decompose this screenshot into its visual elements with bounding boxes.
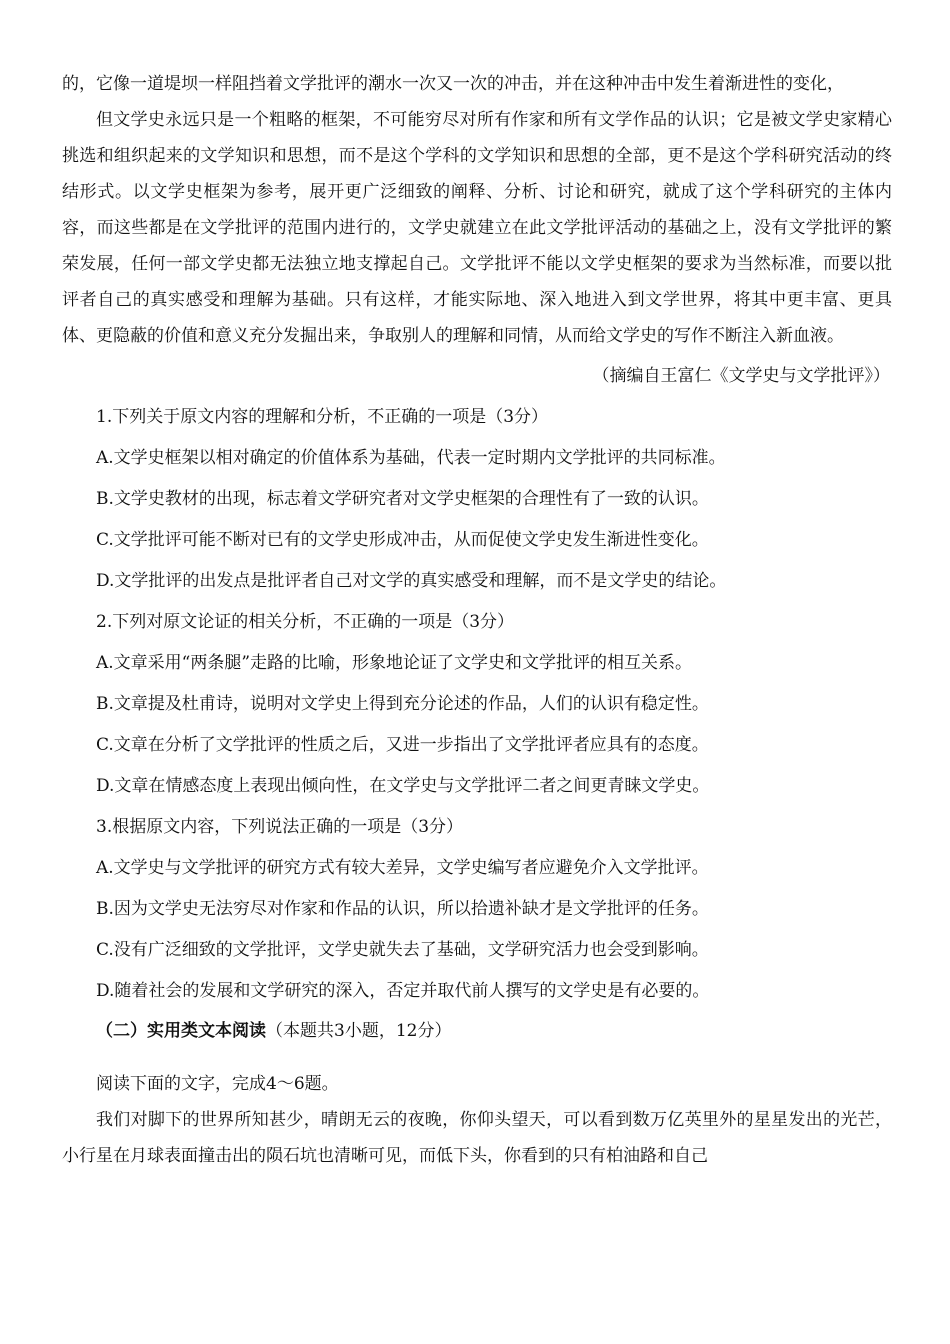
section-heading: （二）实用类文本阅读 [96,1021,266,1041]
option-a: A.文章采用“两条腿”走路的比喻，形象地论证了文学史和文学批评的相互关系。 [96,653,693,673]
document-page [62,66,892,1174]
option-d: D.文学批评的出发点是批评者自己对文学的真实感受和理解，而不是文学史的结论。 [96,571,727,591]
option-a: A.文学史与文学批评的研究方式有较大差异，文学史编写者应避免介入文学批评。 [96,858,709,878]
question-stem: 3.根据原文内容，下列说法正确的一项是（3分） [96,817,464,837]
option-c: C.文学批评可能不断对已有的文学史形成冲击，从而促使文学史发生渐进性变化。 [96,530,709,550]
question-2 [62,604,892,804]
option-c: C.没有广泛细致的文学批评，文学史就失去了基础，文学研究活力也会受到影响。 [96,940,709,960]
passage-source: （摘编自王富仁《文学史与文学批评》） [592,366,890,386]
option-b: B.文章提及杜甫诗，说明对文学史上得到充分论述的作品，人们的认识有稳定性。 [96,694,709,714]
section-instruction: 阅读下面的文字，完成4～6题。 [96,1074,339,1094]
question-3 [62,809,892,1009]
question-1 [62,399,892,599]
option-d: D.随着社会的发展和文学研究的深入，否定并取代前人撰写的文学史是有必要的。 [96,981,710,1001]
section-heading-line [62,1013,892,1049]
section-note: （本题共3小题，12分） [266,1021,452,1041]
option-b: B.因为文学史无法穷尽对作家和作品的认识，所以拾遗补缺才是文学批评的任务。 [96,899,709,919]
option-b: B.文学史教材的出现，标志着文学研究者对文学史框架的合理性有了一致的认识。 [96,489,709,509]
option-d: D.文章在情感态度上表现出倾向性，在文学史与文学批评二者之间更青睐文学史。 [96,776,710,796]
passage-paragraph: 但文学史永远只是一个粗略的框架，不可能穷尽对所有作家和所有文学作品的认识；它是被文学史家精心挑选和组织起来的文学知识和思想，而不是这个学科的文学知识和思想的全部，更不是这个学科研究活动的终结形式。以文学史框架为参考，展开更广泛细致的阐释、分析、讨论和研究，就成了这个学科研究的主体内容，而这些都是在文学批评的范围内进行的，文学史就建立在此文学批评活动的基础之上，没有文学批评的繁荣发展，任何一部文学史都无法独立地支撑起自己。文学批评不能以文学史框架的要求为当然标准，而要以批评者自己的真实感受和理解为基础。只有这样，才能实际地、深入地进入到文学世界，将其中更丰富、更具体、更隐蔽的价值和意义充分发掘出来，争取别人的理解和同情，从而给文学史的写作不断注入新血液。 [62,110,892,346]
option-a: A.文学史框架以相对确定的价值体系为基础，代表一定时期内文学批评的共同标准。 [96,448,726,468]
option-c: C.文章在分析了文学批评的性质之后，又进一步指出了文学批评者应具有的态度。 [96,735,709,755]
question-stem: 2.下列对原文论证的相关分析，不正确的一项是（3分） [96,612,515,632]
passage-continuation: 的，它像一道堤坝一样阻挡着文学批评的潮水一次又一次的冲击，并在这种冲击中发生着渐进性的变化， [62,74,844,94]
question-stem: 1.下列关于原文内容的理解和分析，不正确的一项是（3分） [96,407,549,427]
section-paragraph: 我们对脚下的世界所知甚少，晴朗无云的夜晚，你仰头望天，可以看到数万亿英里外的星星发出的光芒，小行星在月球表面撞击出的陨石坑也清晰可见，而低下头，你看到的只有柏油路和自己 [62,1110,892,1166]
